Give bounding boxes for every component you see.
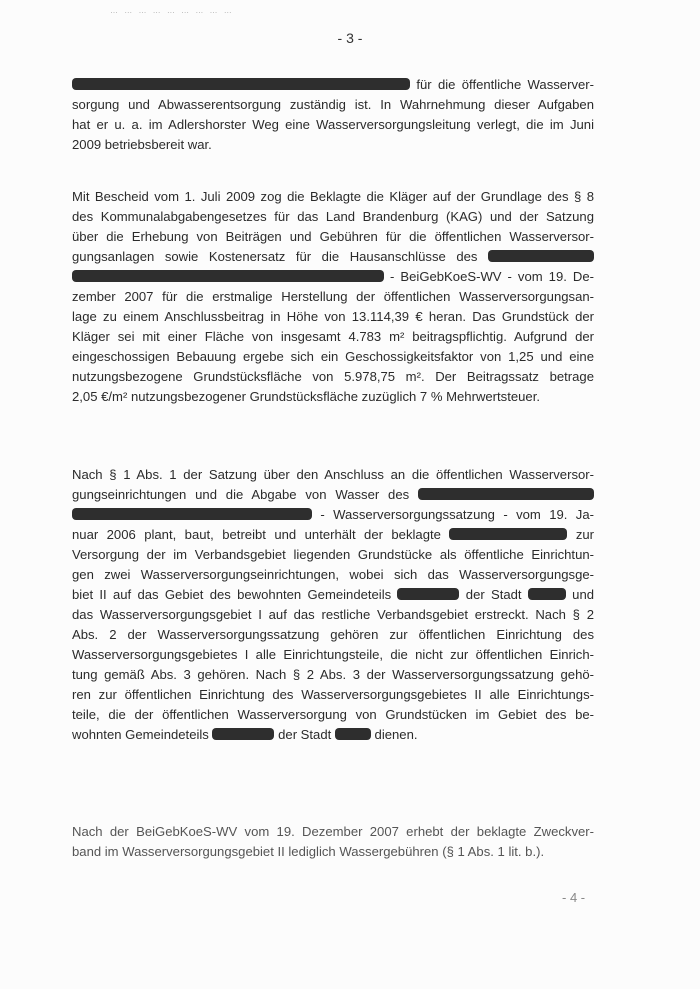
paragraph-2-line-5: - BeiGebKoeS-WV - vom 19. De- bbox=[72, 267, 594, 287]
paragraph-3-line-11: tung gemäß Abs. 3 gehören. Nach § 2 Abs. 3 der Wasserversorgungssatzung gehö- bbox=[72, 667, 594, 682]
paragraph-2-line-10: nutzungsbezogene Grundstücksfläche von 5.978,75 m². Der Beitragssatz betrage bbox=[72, 369, 594, 384]
redaction-bar bbox=[488, 250, 594, 262]
redaction-bar bbox=[449, 528, 567, 540]
paragraph-1 bbox=[72, 75, 594, 155]
paragraph-3-line-9: Abs. 2 der Wasserversorgungssatzung gehören zur öffentlichen Einrichtung des bbox=[72, 627, 594, 642]
paragraph-2-line-1: Mit Bescheid vom 1. Juli 2009 zog die Beklagte die Kläger auf der Grundlage des § 8 bbox=[72, 189, 594, 204]
redaction-bar bbox=[72, 508, 312, 520]
redaction-bar bbox=[335, 728, 371, 740]
paragraph-2-line-6: zember 2007 für die erstmalige Herstellung der öffentlichen Wasserversorgungsan- bbox=[72, 289, 594, 304]
redaction-bar bbox=[418, 488, 594, 500]
paragraph-3-line-8: das Wasserversorgungsgebiet I auf das restliche Verbandsgebiet erstreckt. Nach § 2 bbox=[72, 607, 594, 622]
paragraph-3-line-12: ren zur öffentlichen Einrichtung des Wasserversorgungsgebietes II alle Einrichtungs- bbox=[72, 687, 594, 702]
paragraph-2-line-3: über die Erhebung von Beiträgen und Gebühren für die öffentlichen Wasserversor- bbox=[72, 229, 594, 244]
faded-header-text: … … … … … … … … … bbox=[110, 6, 234, 15]
redaction-bar bbox=[397, 588, 459, 600]
paragraph-2-line-2: des Kommunalabgabengesetzes für das Land Brandenburg (KAG) und der Satzung bbox=[72, 209, 594, 224]
paragraph-1-line-4: 2009 betriebsbereit war. bbox=[72, 137, 212, 152]
paragraph-4-line-2: band im Wasserversorgungsgebiet II lediglich Wassergebühren (§ 1 Abs. 1 lit. b.). bbox=[72, 844, 545, 859]
paragraph-3-line-13: teile, die der öffentlichen Wasserversorgung von Grundstücken im Gebiet des be- bbox=[72, 707, 594, 722]
paragraph-1-line-2: sorgung und Abwasserentsorgung zuständig ist. In Wahrnehmung dieser Aufgaben bbox=[72, 97, 594, 112]
redaction-bar bbox=[212, 728, 274, 740]
paragraph-4-line-1: Nach der BeiGebKoeS-WV vom 19. Dezember 2007 erhebt der beklagte Zweckver- bbox=[72, 824, 594, 839]
paragraph-3 bbox=[72, 465, 594, 745]
paragraph-3-line-3: - Wasserversorgungssatzung - vom 19. Ja- bbox=[72, 505, 594, 525]
paragraph-3-line-10: Wasserversorgungsgebietes I alle Einrichtungsteile, die nicht zur öffentlichen Einrich- bbox=[72, 647, 594, 662]
paragraph-2-line-11: 2,05 €/m² nutzungsbezogener Grundstücksfläche zuzüglich 7 % Mehrwertsteuer. bbox=[72, 389, 540, 404]
redaction-bar bbox=[72, 270, 384, 282]
page-number: - 3 - bbox=[337, 30, 363, 46]
paragraph-1-line-3: hat er u. a. im Adlershorster Weg eine Wasserversorgungsleitung verlegt, die im Juni bbox=[72, 117, 594, 132]
redaction-bar bbox=[528, 588, 566, 600]
paragraph-3-line-1: Nach § 1 Abs. 1 der Satzung über den Anschluss an die öffentlichen Wasserversor- bbox=[72, 467, 594, 482]
redaction-bar bbox=[72, 78, 410, 90]
paragraph-2-line-4: gungsanlagen sowie Kostenersatz für die Hausanschlüsse des bbox=[72, 247, 594, 267]
paragraph-3-line-6: gen zwei Wasserversorgungseinrichtungen, wobei sich das Wasserversorgungsge- bbox=[72, 567, 594, 582]
paragraph-3-line-7: biet II auf das Gebiet des bewohnten Gemeindeteils der Stadt und bbox=[72, 587, 595, 602]
paragraph-3-line-14: wohnten Gemeindeteils der Stadt dienen. bbox=[72, 727, 418, 742]
paragraph-1-line-1: für die öffentliche Wasserver- bbox=[72, 75, 594, 95]
paragraph-2-line-8: Kläger sei mit einer Fläche von insgesamt 4.783 m² beitragspflichtig. Aufgrund der bbox=[72, 329, 594, 344]
paragraph-3-line-2: gungseinrichtungen und die Abgabe von Wasser des bbox=[72, 485, 594, 505]
paragraph-3-line-4: nuar 2006 plant, baut, betreibt und unterhält der beklagte zur bbox=[72, 527, 595, 542]
paragraph-2-line-9: eingeschossigen Bebauung ergebe sich ein Geschossigkeitsfaktor von 1,25 und eine bbox=[72, 349, 594, 364]
paragraph-4 bbox=[72, 822, 594, 862]
next-page-marker: - 4 - bbox=[562, 890, 586, 905]
paragraph-2-line-7: lage zu einem Anschlussbeitrag in Höhe von 13.114,39 € heran. Das Grundstück der bbox=[72, 309, 594, 324]
paragraph-3-line-5: Versorgung der im Verbandsgebiet liegenden Grundstücke als öffentliche Einrichtun- bbox=[72, 547, 594, 562]
paragraph-2 bbox=[72, 187, 594, 407]
